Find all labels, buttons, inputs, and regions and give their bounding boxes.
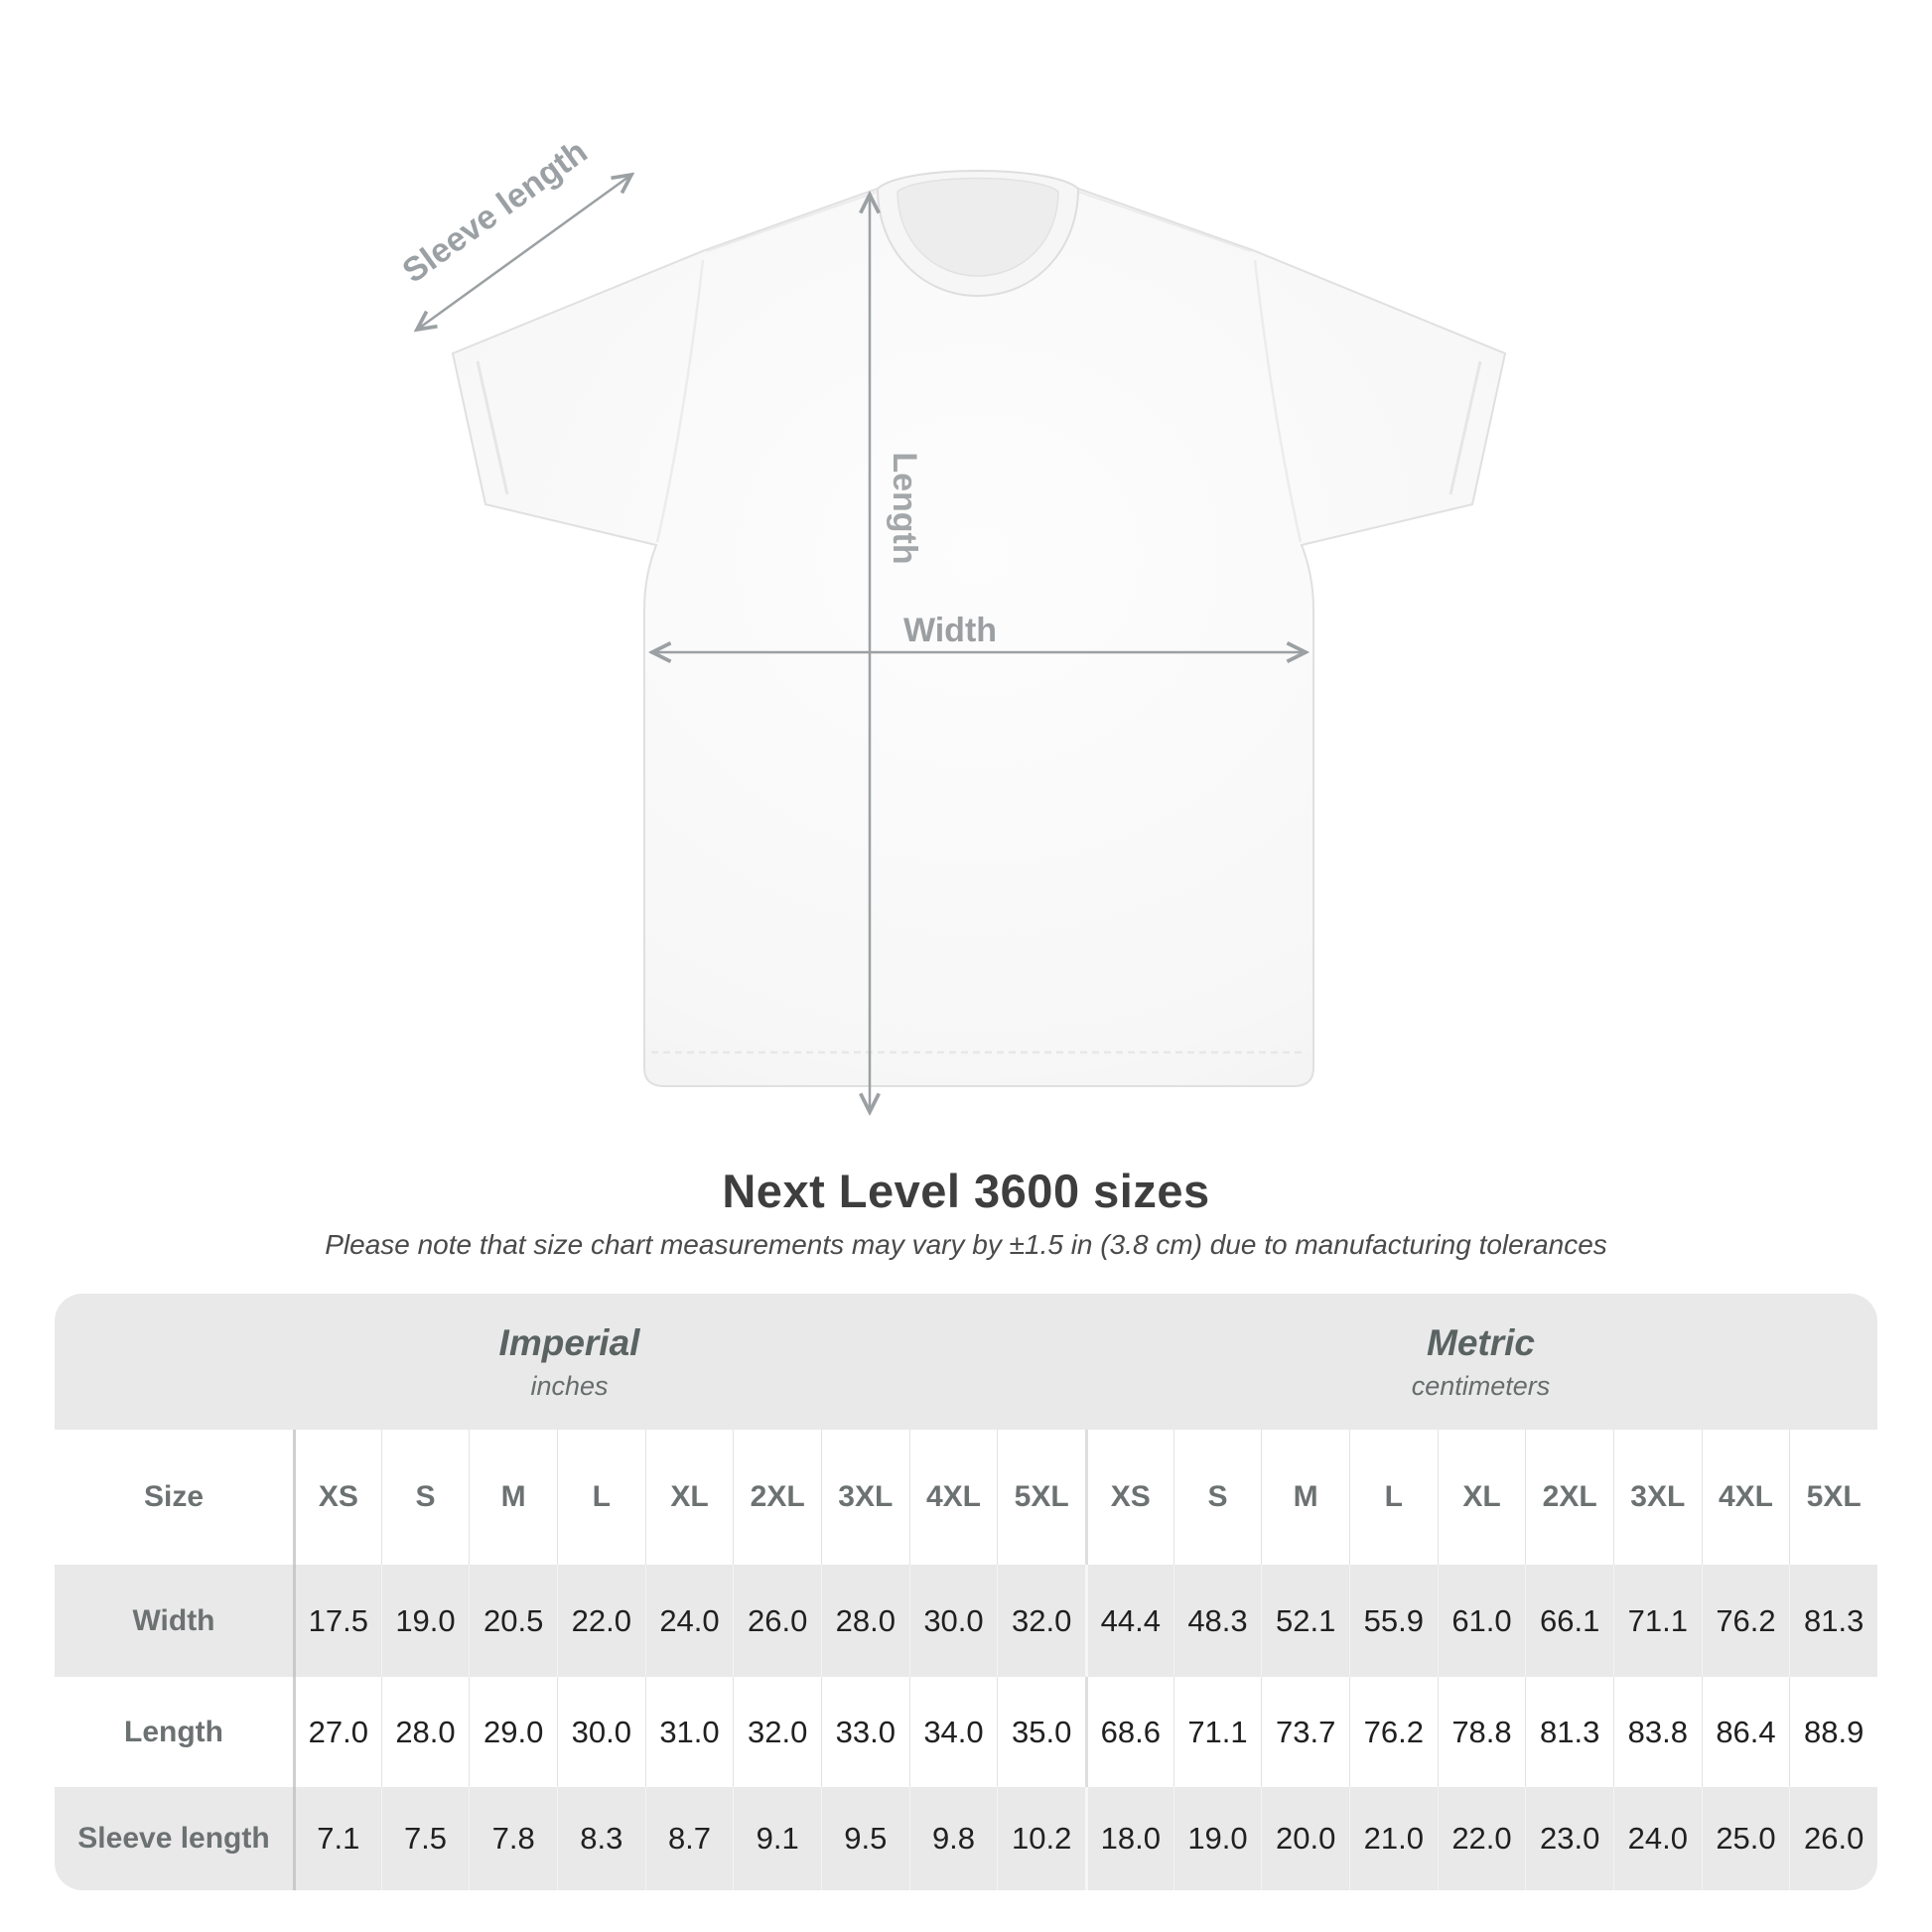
table-cell: 9.1: [733, 1787, 821, 1890]
size-header-label: Size: [143, 1480, 205, 1513]
size-col-header: 5XL: [997, 1430, 1085, 1565]
table-cell: 20.0: [1261, 1787, 1349, 1890]
size-col-header: L: [557, 1430, 645, 1565]
table-cell: 24.0: [645, 1565, 734, 1677]
width-label: Width: [902, 612, 998, 649]
size-col-header: XL: [1438, 1430, 1526, 1565]
table-cell: 21.0: [1349, 1787, 1438, 1890]
table-cell: 68.6: [1085, 1677, 1173, 1787]
table-cell: 81.3: [1789, 1565, 1877, 1677]
table-cell: 27.0: [293, 1677, 381, 1787]
table-cell: 76.2: [1702, 1565, 1790, 1677]
size-chart-table: [55, 1294, 1877, 1890]
table-cell: 28.0: [821, 1565, 909, 1677]
table-cell: 19.0: [381, 1565, 470, 1677]
table-cell: 83.8: [1613, 1677, 1702, 1787]
row-label: Width: [132, 1603, 215, 1637]
imperial-sublabel: inches: [530, 1370, 609, 1401]
table-cell: 26.0: [1789, 1787, 1877, 1890]
unit-header-band: [55, 1294, 1877, 1430]
chart-title: Next Level 3600 sizes: [722, 1165, 1210, 1217]
imperial-header: [55, 1294, 1084, 1430]
table-cell: 26.0: [733, 1565, 821, 1677]
table-rows: [55, 1430, 1877, 1890]
table-row: [55, 1565, 1877, 1677]
table-cell: 10.2: [997, 1787, 1085, 1890]
table-cell: 19.0: [1173, 1787, 1262, 1890]
table-cell: 55.9: [1349, 1565, 1438, 1677]
table-cell: 22.0: [557, 1565, 645, 1677]
row-label: Sleeve length: [77, 1822, 270, 1855]
table-cell: 8.3: [557, 1787, 645, 1890]
size-col-header: 4XL: [909, 1430, 998, 1565]
table-cell: 88.9: [1789, 1677, 1877, 1787]
table-cell: 30.0: [909, 1565, 998, 1677]
table-cell: 66.1: [1525, 1565, 1613, 1677]
size-col-header: M: [1261, 1430, 1349, 1565]
table-cell: 48.3: [1173, 1565, 1262, 1677]
table-cell: 9.5: [821, 1787, 909, 1890]
table-cell: 7.5: [381, 1787, 470, 1890]
size-col-header: XS: [293, 1430, 381, 1565]
table-row: [55, 1677, 1877, 1787]
table-cell: 35.0: [997, 1677, 1085, 1787]
table-cell: 8.7: [645, 1787, 734, 1890]
table-cell: 73.7: [1261, 1677, 1349, 1787]
table-cell: 20.5: [469, 1565, 557, 1677]
table-cell: 78.8: [1438, 1677, 1526, 1787]
table-cell: 76.2: [1349, 1677, 1438, 1787]
table-cell: 32.0: [733, 1677, 821, 1787]
table-cell: 33.0: [821, 1677, 909, 1787]
table-cell: 17.5: [293, 1565, 381, 1677]
sleeve-length-label: Sleeve length: [395, 132, 595, 291]
table-cell: 9.8: [909, 1787, 998, 1890]
imperial-label: Imperial: [498, 1321, 640, 1363]
size-col-header: 2XL: [733, 1430, 821, 1565]
size-col-header: XS: [1085, 1430, 1173, 1565]
size-col-header: L: [1349, 1430, 1438, 1565]
table-cell: 28.0: [381, 1677, 470, 1787]
table-cell: 7.1: [293, 1787, 381, 1890]
size-col-header: 4XL: [1702, 1430, 1790, 1565]
length-label: Length: [886, 452, 923, 565]
size-col-header: S: [381, 1430, 470, 1565]
table-cell: 22.0: [1438, 1787, 1526, 1890]
size-col-header: 3XL: [1613, 1430, 1702, 1565]
size-col-header: M: [469, 1430, 557, 1565]
metric-sublabel: centimeters: [1411, 1370, 1551, 1401]
size-col-header: S: [1173, 1430, 1262, 1565]
table-cell: 34.0: [909, 1677, 998, 1787]
metric-header: [1084, 1294, 1877, 1430]
size-header-row: [55, 1430, 1877, 1565]
size-col-header: XL: [645, 1430, 734, 1565]
table-cell: 81.3: [1525, 1677, 1613, 1787]
table-cell: 29.0: [469, 1677, 557, 1787]
table-cell: 61.0: [1438, 1565, 1526, 1677]
table-cell: 52.1: [1261, 1565, 1349, 1677]
size-col-header: 2XL: [1525, 1430, 1613, 1565]
table-cell: 7.8: [469, 1787, 557, 1890]
table-cell: 23.0: [1525, 1787, 1613, 1890]
table-cell: 71.1: [1173, 1677, 1262, 1787]
chart-note: Please note that size chart measurements may vary by ±1.5 in (3.8 cm) due to manufacturing tolerances: [325, 1229, 1607, 1260]
table-cell: 30.0: [557, 1677, 645, 1787]
table-cell: 25.0: [1702, 1787, 1790, 1890]
metric-label: Metric: [1427, 1321, 1535, 1363]
table-cell: 18.0: [1085, 1787, 1173, 1890]
size-col-header: 3XL: [821, 1430, 909, 1565]
table-row: [55, 1787, 1877, 1890]
table-cell: 24.0: [1613, 1787, 1702, 1890]
table-cell: 32.0: [997, 1565, 1085, 1677]
table-cell: 86.4: [1702, 1677, 1790, 1787]
table-cell: 31.0: [645, 1677, 734, 1787]
row-label: Length: [124, 1715, 223, 1748]
size-col-header: 5XL: [1789, 1430, 1877, 1565]
table-cell: 71.1: [1613, 1565, 1702, 1677]
table-cell: 44.4: [1085, 1565, 1173, 1677]
